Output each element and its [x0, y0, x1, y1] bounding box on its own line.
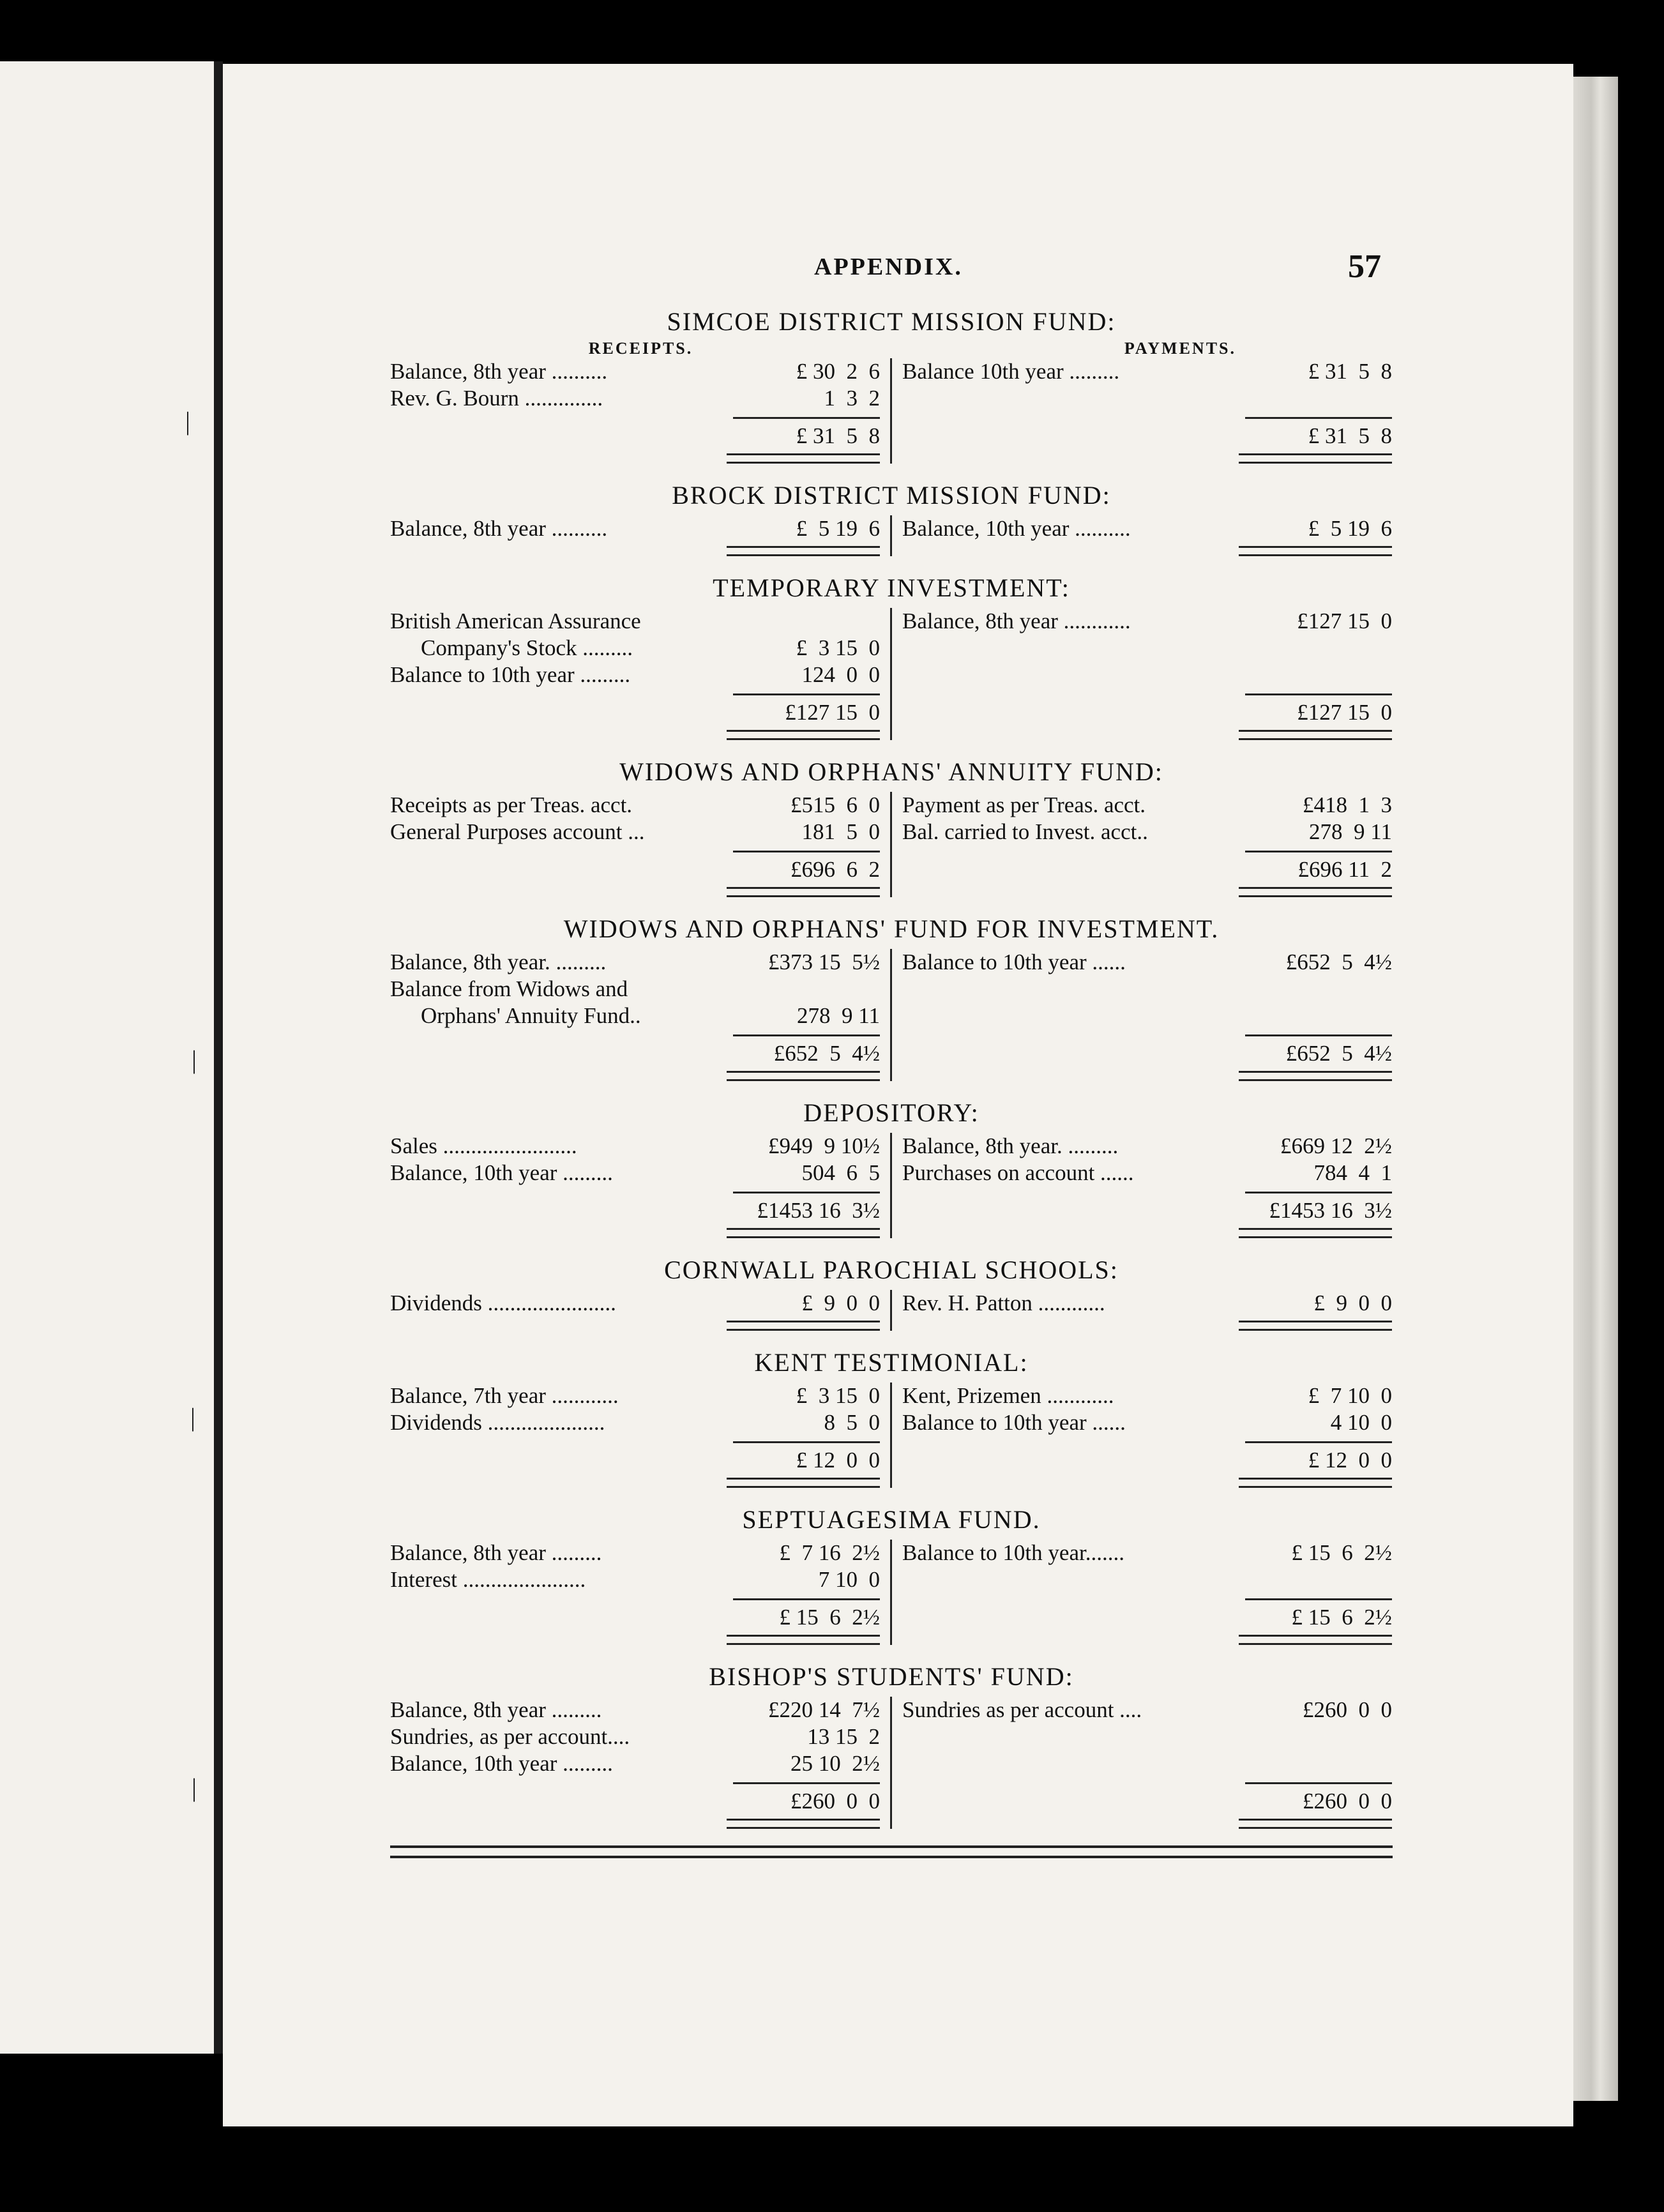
double-rule — [727, 1635, 880, 1645]
entry-description: Purchases on account ...... — [902, 1160, 1134, 1185]
receipts-column — [390, 1540, 890, 1645]
payments-heading: PAYMENTS. — [1124, 339, 1236, 358]
running-title: APPENDIX. — [814, 254, 963, 280]
double-rule — [727, 1478, 880, 1488]
entry-amount: 7 10 0 — [818, 1567, 880, 1592]
entry-description: General Purposes account ... — [390, 819, 645, 844]
entry-description: Company's Stock ......... — [421, 635, 633, 660]
entry-amount: £418 1 3 — [1303, 792, 1392, 817]
double-rule — [1239, 453, 1392, 464]
row-spacer — [902, 635, 1392, 662]
double-rule — [1239, 887, 1392, 897]
total-amount: £696 6 2 — [733, 851, 880, 883]
entry-description: Balance, 8th year ......... — [390, 1540, 602, 1565]
receipts-column — [390, 1382, 890, 1488]
entry-description: Sundries, as per account.... — [390, 1724, 630, 1749]
payment-row — [902, 1133, 1392, 1160]
entry-description: Balance, 8th year. ......... — [390, 950, 607, 974]
entry-description: Dividends ..................... — [390, 1410, 605, 1435]
entry-description: Rev. H. Patton ............ — [902, 1291, 1105, 1315]
receipt-row — [390, 1160, 880, 1186]
double-rule — [727, 453, 880, 464]
total-amount: £ 12 0 0 — [1245, 1441, 1392, 1474]
ledger-table — [390, 1697, 1393, 1829]
entry-description: Orphans' Annuity Fund.. — [421, 1003, 641, 1028]
closing-rule — [390, 1845, 1393, 1858]
payments-column — [892, 949, 1392, 1081]
payment-row — [902, 1540, 1392, 1566]
double-rule — [727, 887, 880, 897]
receipts-column — [390, 358, 890, 464]
entry-amount: £ 7 10 0 — [1308, 1383, 1392, 1408]
entry-description: Kent, Prizemen ............ — [902, 1383, 1114, 1408]
total-amount: £ 15 6 2½ — [733, 1598, 880, 1631]
receipt-row — [390, 1382, 880, 1409]
entry-amount: 124 0 0 — [801, 662, 880, 687]
double-rule — [1239, 1321, 1392, 1331]
fund-section — [390, 1662, 1393, 1829]
receipts-column — [390, 515, 890, 556]
receipts-column — [390, 792, 890, 897]
entry-amount: 1 3 2 — [824, 386, 880, 411]
entry-description: Balance, 8th year ............ — [902, 609, 1131, 633]
receipts-total — [390, 1782, 880, 1815]
double-rule — [1239, 1478, 1392, 1488]
entry-amount: £ 5 19 6 — [1308, 516, 1392, 541]
payment-row — [902, 1160, 1392, 1186]
entry-amount — [733, 608, 880, 635]
entry-amount: 278 9 11 — [1309, 819, 1392, 844]
total-amount: £1453 16 3½ — [733, 1192, 880, 1224]
payment-row — [902, 1290, 1392, 1317]
receipts-column — [390, 1133, 890, 1238]
entry-description: Balance to 10th year....... — [902, 1540, 1124, 1565]
receipt-row — [390, 515, 880, 542]
fund-section — [390, 1347, 1393, 1488]
entry-description: Bal. carried to Invest. acct.. — [902, 819, 1148, 844]
fund-section — [390, 757, 1393, 897]
receipt-row — [390, 1697, 880, 1723]
entry-amount: £ 7 16 2½ — [779, 1540, 880, 1565]
entry-description: Interest ...................... — [390, 1567, 586, 1592]
receipts-total — [390, 851, 880, 883]
receipts-total — [390, 1034, 880, 1067]
entry-description: Balance to 10th year ......... — [390, 662, 631, 687]
total-amount: £ 31 5 8 — [733, 417, 880, 450]
payment-row — [902, 949, 1392, 976]
entry-amount: 784 4 1 — [1313, 1160, 1392, 1185]
double-rule — [1239, 1228, 1392, 1238]
entry-description: Balance, 7th year ............ — [390, 1383, 619, 1408]
entry-description: Balance to 10th year ...... — [902, 1410, 1126, 1435]
column-headings — [390, 339, 1393, 358]
receipts-column — [390, 1697, 890, 1829]
receipt-row — [390, 385, 880, 412]
receipts-heading: RECEIPTS. — [588, 339, 693, 358]
entry-amount: £ 31 5 8 — [1308, 359, 1392, 384]
entry-amount: 504 6 5 — [801, 1160, 880, 1185]
entry-amount: £ 9 0 0 — [801, 1291, 880, 1315]
receipt-row — [390, 635, 880, 662]
page-number: 57 — [1348, 248, 1381, 285]
entry-description: Balance from Widows and — [390, 976, 628, 1001]
payment-row — [902, 1409, 1392, 1436]
ledger-table — [390, 1540, 1393, 1645]
receipt-row — [390, 976, 880, 1003]
fund-title: SEPTUAGESIMA FUND. — [742, 1505, 1041, 1534]
entry-amount: 4 10 0 — [1330, 1410, 1392, 1435]
payments-total — [902, 1441, 1392, 1474]
payments-column — [892, 358, 1392, 464]
payments-column — [892, 792, 1392, 897]
ledger-table — [390, 1133, 1393, 1238]
receipts-total — [390, 417, 880, 450]
double-rule — [727, 730, 880, 740]
total-amount: £260 0 0 — [1245, 1782, 1392, 1815]
payments-total — [902, 851, 1392, 883]
entry-description: Dividends ....................... — [390, 1291, 616, 1315]
entry-amount: £669 12 2½ — [1280, 1133, 1392, 1158]
double-rule — [1239, 1819, 1392, 1829]
receipts-column — [390, 608, 890, 740]
double-rule — [1239, 1635, 1392, 1645]
entry-description: British American Assurance — [390, 609, 641, 633]
payments-total — [902, 693, 1392, 726]
entry-description: Balance 10th year ......... — [902, 359, 1120, 384]
payments-column — [892, 1133, 1392, 1238]
payments-column — [892, 1697, 1392, 1829]
double-rule — [727, 546, 880, 556]
fund-section — [390, 573, 1393, 740]
payments-column — [892, 1290, 1392, 1331]
ledger-table — [390, 515, 1393, 556]
total-amount: £ 31 5 8 — [1245, 417, 1392, 450]
payments-total — [902, 417, 1392, 450]
payments-total — [902, 1034, 1392, 1067]
entry-amount: £ 30 2 6 — [796, 359, 880, 384]
fund-title: SIMCOE DISTRICT MISSION FUND: — [667, 307, 1116, 336]
book-page — [223, 64, 1573, 2126]
entry-amount: £652 5 4½ — [1285, 950, 1392, 974]
ledger-table — [390, 1290, 1393, 1331]
page-edge — [1573, 77, 1618, 2101]
ledger-table — [390, 792, 1393, 897]
entry-description: Balance, 8th year. ......... — [902, 1133, 1119, 1158]
receipt-row — [390, 1540, 880, 1566]
fund-section — [390, 1255, 1393, 1331]
payments-column — [892, 1540, 1392, 1645]
payments-total — [902, 1782, 1392, 1815]
receipt-row — [390, 1133, 880, 1160]
payment-row — [902, 1382, 1392, 1409]
receipt-row — [390, 819, 880, 845]
row-spacer — [902, 1723, 1392, 1750]
double-rule — [1239, 1071, 1392, 1081]
entry-amount: 8 5 0 — [824, 1410, 880, 1435]
entry-description: Rev. G. Bourn .............. — [390, 386, 603, 411]
fund-title: CORNWALL PAROCHIAL SCHOOLS: — [664, 1255, 1119, 1284]
fund-title: WIDOWS AND ORPHANS' ANNUITY FUND: — [619, 757, 1163, 786]
row-spacer — [902, 385, 1392, 412]
entry-amount: £ 15 6 2½ — [1291, 1540, 1392, 1565]
entry-amount: £127 15 0 — [1297, 609, 1392, 633]
fund-section — [390, 480, 1393, 556]
fund-section — [390, 1098, 1393, 1238]
fund-title: TEMPORARY INVESTMENT: — [713, 573, 1070, 602]
entry-description: Balance, 8th year ......... — [390, 1697, 602, 1722]
payments-column — [892, 1382, 1392, 1488]
entry-amount: £373 15 5½ — [768, 950, 880, 974]
entry-description: Balance, 10th year ......... — [390, 1160, 613, 1185]
entry-description: Balance, 8th year .......... — [390, 359, 608, 384]
total-amount: £ 15 6 2½ — [1245, 1598, 1392, 1631]
fund-section — [390, 914, 1393, 1081]
payment-row — [902, 608, 1392, 635]
double-rule — [727, 1071, 880, 1081]
receipt-row — [390, 358, 880, 385]
double-rule — [727, 1819, 880, 1829]
row-spacer — [902, 662, 1392, 688]
receipts-column — [390, 1290, 890, 1331]
left-page-fragment: | | | | — [0, 61, 214, 2054]
entry-amount: £ 9 0 0 — [1313, 1291, 1392, 1315]
entry-amount: £ 3 15 0 — [796, 1383, 880, 1408]
fund-title: WIDOWS AND ORPHANS' FUND FOR INVESTMENT. — [563, 914, 1220, 943]
entry-amount: £260 0 0 — [1303, 1697, 1392, 1722]
receipt-row — [390, 792, 880, 819]
total-amount: £127 15 0 — [1245, 693, 1392, 726]
fund-title: KENT TESTIMONIAL: — [754, 1348, 1029, 1377]
receipt-row — [390, 1750, 880, 1777]
total-amount: £652 5 4½ — [1245, 1034, 1392, 1067]
ledger-table — [390, 1382, 1393, 1488]
ledger-table — [390, 949, 1393, 1081]
payment-row — [902, 792, 1392, 819]
payment-row — [902, 1697, 1392, 1723]
double-rule — [727, 1321, 880, 1331]
receipt-row — [390, 1723, 880, 1750]
entry-description: Balance, 10th year .......... — [902, 516, 1131, 541]
entry-description: Sundries as per account .... — [902, 1697, 1142, 1722]
receipt-row — [390, 949, 880, 976]
entry-amount: £ 5 19 6 — [796, 516, 880, 541]
entry-description: Payment as per Treas. acct. — [902, 792, 1146, 817]
double-rule — [727, 1228, 880, 1238]
ledger-content — [390, 307, 1393, 1858]
payment-row — [902, 819, 1392, 845]
entry-amount: £515 6 0 — [790, 792, 880, 817]
ledger-table — [390, 358, 1393, 464]
total-amount: £260 0 0 — [733, 1782, 880, 1815]
ledger-table — [390, 608, 1393, 740]
payment-row — [902, 515, 1392, 542]
row-spacer — [902, 1003, 1392, 1029]
receipts-total — [390, 1441, 880, 1474]
book-gutter — [214, 61, 223, 2054]
entry-description: Balance, 10th year ......... — [390, 1751, 613, 1776]
total-amount: £127 15 0 — [733, 693, 880, 726]
row-spacer — [902, 1566, 1392, 1593]
entry-amount: £ 3 15 0 — [796, 635, 880, 660]
double-rule — [1239, 546, 1392, 556]
payments-column — [892, 515, 1392, 556]
entry-description: Sales ........................ — [390, 1133, 577, 1158]
page-header — [223, 248, 1573, 291]
double-rule — [1239, 730, 1392, 740]
receipt-row — [390, 662, 880, 688]
total-amount: £696 11 2 — [1245, 851, 1392, 883]
receipts-column — [390, 949, 890, 1081]
total-amount: £ 12 0 0 — [733, 1441, 880, 1474]
receipts-total — [390, 693, 880, 726]
row-spacer — [902, 1750, 1392, 1777]
receipt-row — [390, 1290, 880, 1317]
entry-description: Balance to 10th year ...... — [902, 950, 1126, 974]
fund-title: BROCK DISTRICT MISSION FUND: — [672, 481, 1111, 510]
payments-column — [892, 608, 1392, 740]
receipt-row — [390, 1566, 880, 1593]
fund-title: DEPOSITORY: — [803, 1098, 979, 1127]
receipt-row — [390, 1003, 880, 1029]
total-amount: £652 5 4½ — [733, 1034, 880, 1067]
entry-amount: £220 14 7½ — [768, 1697, 880, 1722]
payments-total — [902, 1192, 1392, 1224]
payments-total — [902, 1598, 1392, 1631]
fund-section — [390, 1504, 1393, 1645]
fund-title: BISHOP'S STUDENTS' FUND: — [709, 1662, 1074, 1691]
receipt-row — [390, 1409, 880, 1436]
total-amount: £1453 16 3½ — [1245, 1192, 1392, 1224]
entry-description: Balance, 8th year .......... — [390, 516, 608, 541]
row-spacer — [902, 976, 1392, 1003]
entry-description: Receipts as per Treas. acct. — [390, 792, 633, 817]
receipts-total — [390, 1192, 880, 1224]
payment-row — [902, 358, 1392, 385]
entry-amount: 278 9 11 — [797, 1003, 880, 1028]
entry-amount: 13 15 2 — [807, 1724, 880, 1749]
entry-amount: 181 5 0 — [801, 819, 880, 844]
entry-amount — [733, 976, 880, 1003]
receipts-total — [390, 1598, 880, 1631]
receipt-row — [390, 608, 880, 635]
entry-amount: £949 9 10½ — [768, 1133, 880, 1158]
fund-section — [390, 307, 1393, 464]
entry-amount: 25 10 2½ — [790, 1751, 880, 1776]
